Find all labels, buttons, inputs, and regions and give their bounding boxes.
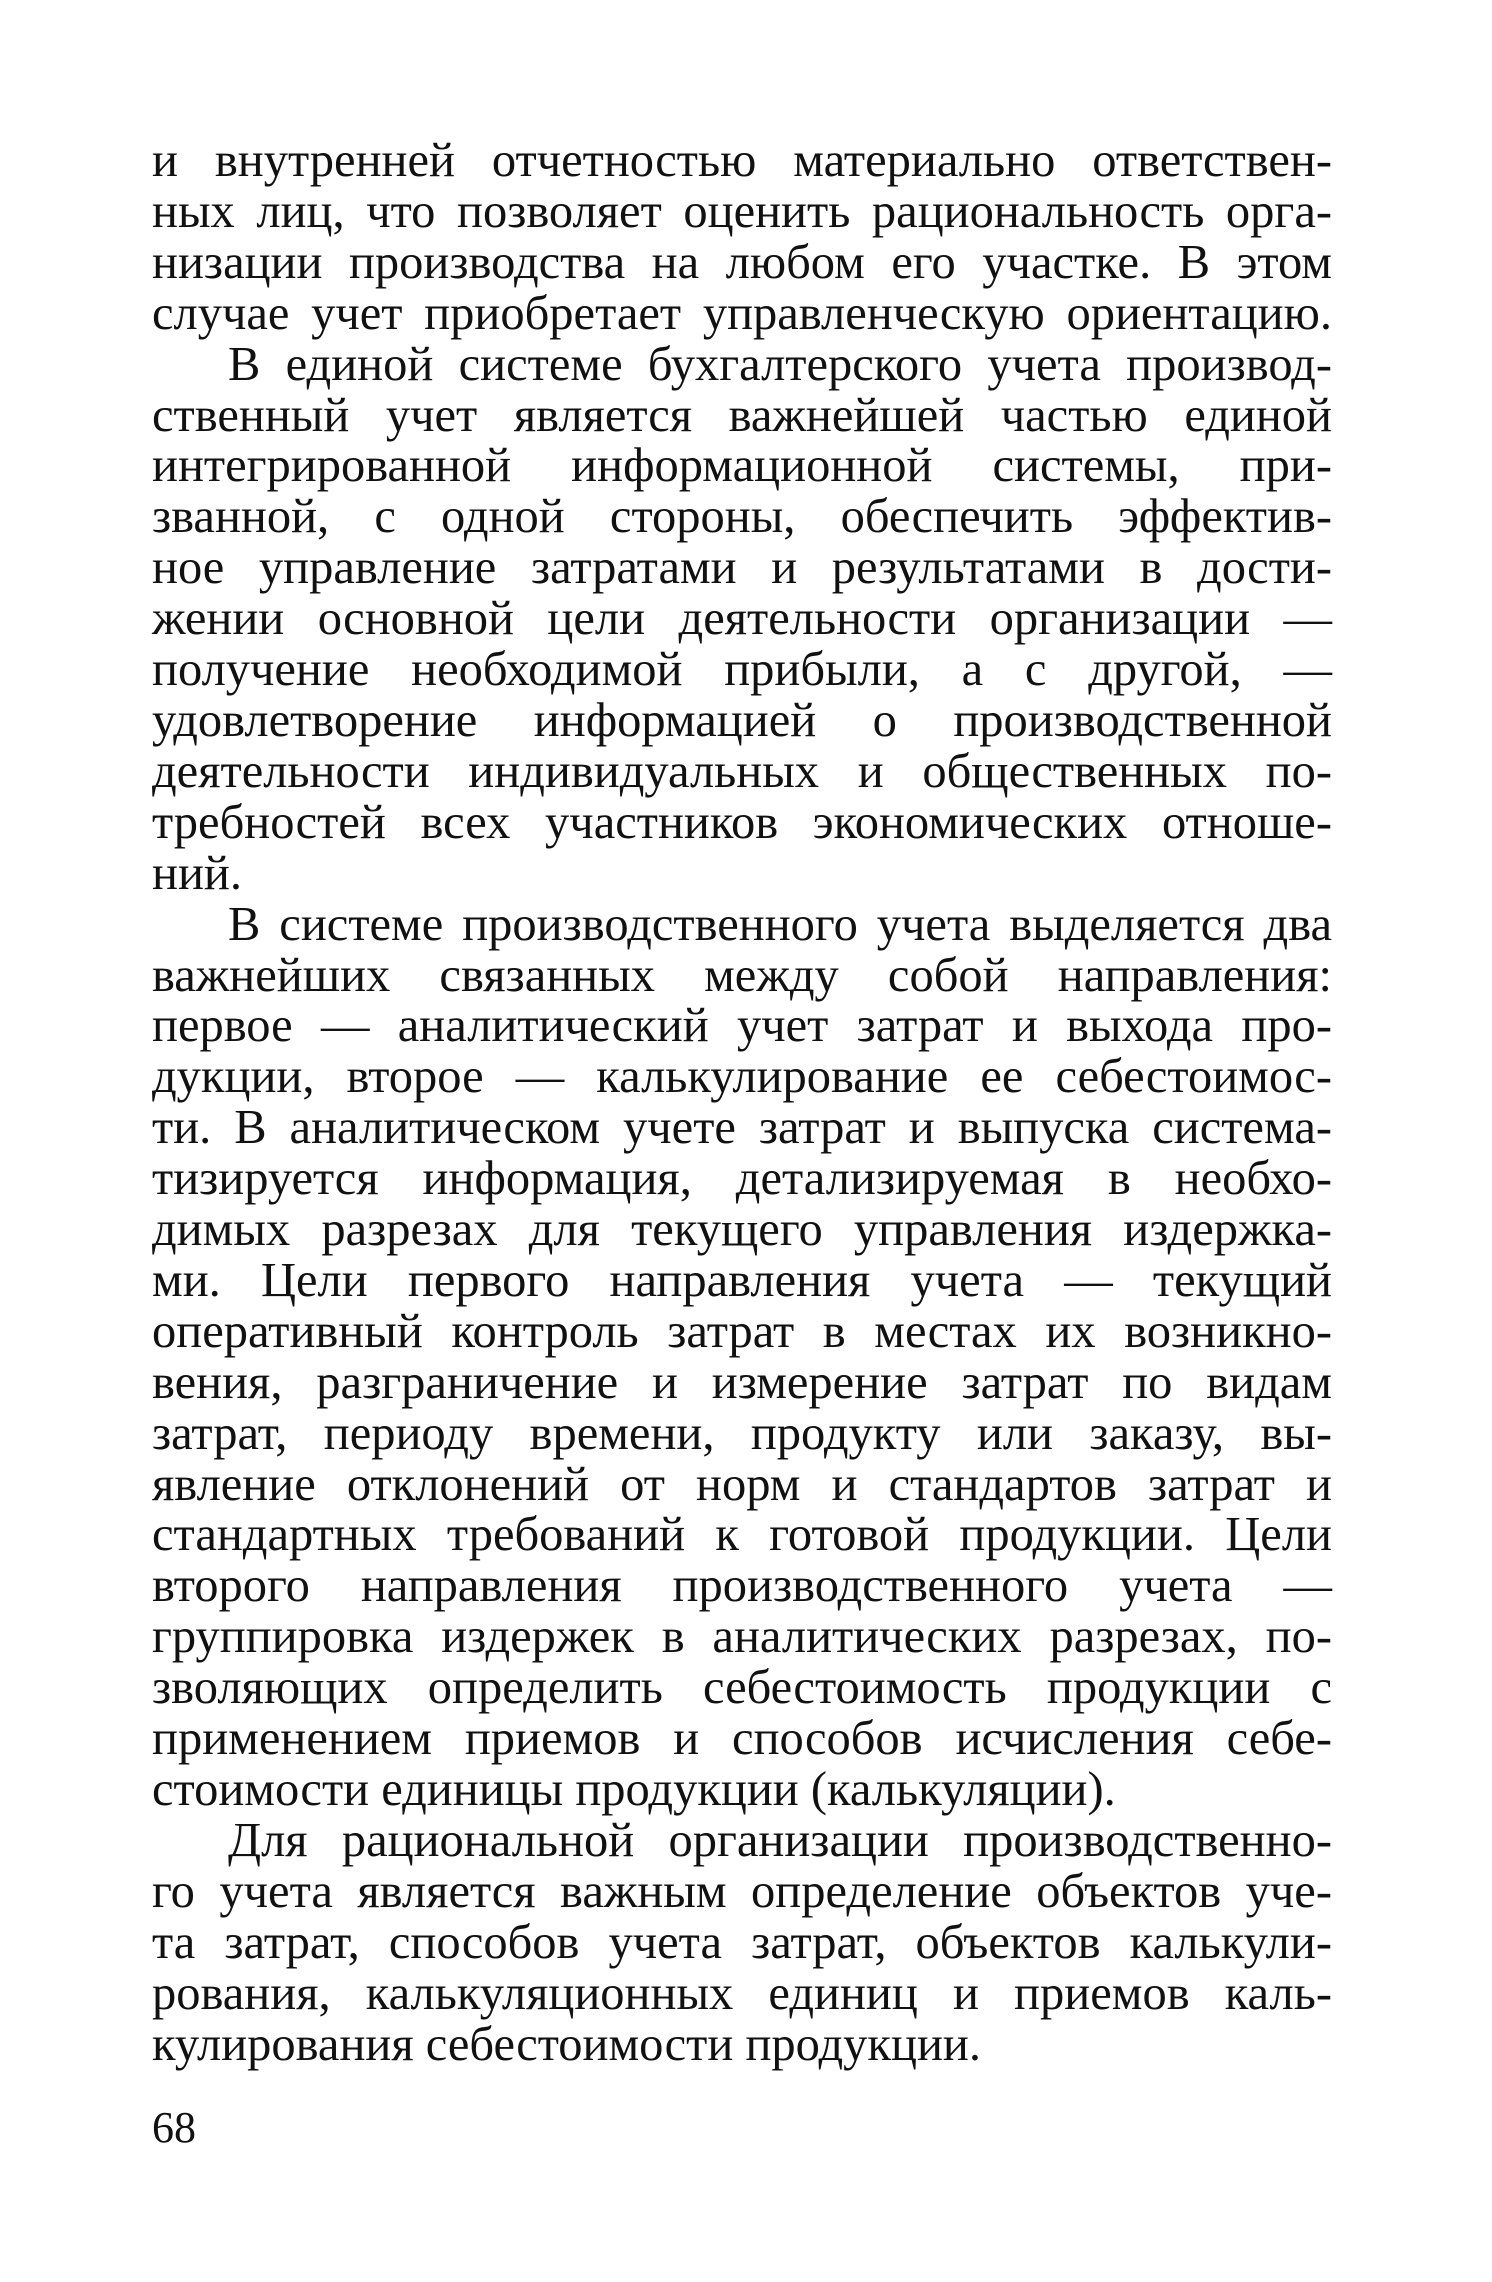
text-line: стоимости единицы продукции (калькуляции).: [152, 1763, 1116, 1816]
text-line: ных лиц, что позволяет оценить рациональность орга-: [152, 184, 1332, 238]
text-line: званной, с одной стороны, обеспечить эффектив-: [152, 490, 1332, 544]
text-line: Для рациональной организации производственно-: [228, 1813, 1332, 1867]
text-line: ственный учет является важнейшей частью единой: [152, 388, 1332, 442]
text-line: требностей всех участников экономических отноше-: [152, 795, 1332, 849]
text-line: ное управление затратами и результатами в дости-: [152, 541, 1332, 595]
text-line: важнейших связанных между собой направления:: [152, 948, 1332, 1002]
text-line: кулирования себестоимости продукции.: [152, 2017, 981, 2071]
text-line: низации производства на любом его участке. В этом: [152, 235, 1332, 289]
text-line: В единой системе бухгалтерского учета производ-: [228, 337, 1332, 391]
text-line: оперативный контроль затрат в местах их возникно-: [152, 1304, 1332, 1358]
text-line: удовлетворение информацией о производственной: [152, 693, 1332, 747]
text-line: и внутренней отчетностью материально ответствен-: [152, 134, 1332, 187]
text-line: группировка издержек в аналитических разрезах, по-: [152, 1610, 1332, 1664]
text-line: стандартных требований к готовой продукции. Цели: [152, 1508, 1332, 1562]
text-line: получение необходимой прибыли, а с другой, —: [152, 643, 1332, 697]
text-line: применением приемов и способов исчисления себе-: [152, 1712, 1332, 1766]
page-number: 68: [152, 2103, 196, 2152]
text-line: зволяющих определить себестоимость продукции с: [152, 1661, 1332, 1715]
text-line: рования, калькуляционных единиц и приемов каль-: [152, 1966, 1332, 2020]
text-line: ти. В аналитическом учете затрат и выпуска система-: [152, 1101, 1332, 1155]
text-line: вения, разграничение и измерение затрат по видам: [152, 1355, 1332, 1409]
text-line: первое — аналитический учет затрат и выхода про-: [152, 999, 1332, 1053]
text-line: жении основной цели деятельности организации —: [152, 592, 1332, 646]
body-text: [152, 136, 1332, 2070]
text-line: тизируется информация, детализируемая в необхо-: [152, 1152, 1332, 1206]
text-line: ми. Цели первого направления учета — текущий: [152, 1253, 1332, 1307]
text-line: явление отклонений от норм и стандартов затрат и: [152, 1457, 1332, 1511]
text-line: интегрированной информационной системы, при-: [152, 439, 1332, 493]
text-line: затрат, периоду времени, продукту или заказу, вы-: [152, 1406, 1332, 1460]
text-line: та затрат, способов учета затрат, объектов калькули-: [152, 1915, 1332, 1969]
text-line: димых разрезах для текущего управления издержка-: [152, 1203, 1332, 1257]
text-line: дукции, второе — калькулирование ее себестоимос-: [152, 1050, 1332, 1104]
text-line: случае учет приобретает управленческую ориентацию.: [152, 286, 1332, 340]
text-line: го учета является важным определение объектов уче-: [152, 1864, 1332, 1918]
text-line: деятельности индивидуальных и общественных по-: [152, 744, 1332, 798]
text-line: ний.: [152, 846, 242, 900]
text-line: В системе производственного учета выделяется два: [228, 897, 1332, 951]
text-line: второго направления производственного учета —: [152, 1559, 1332, 1613]
